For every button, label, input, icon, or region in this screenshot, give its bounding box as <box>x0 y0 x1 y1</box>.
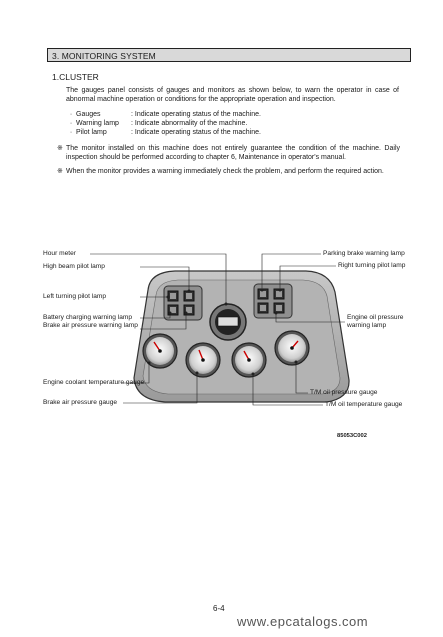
intro-paragraph: The gauges panel consists of gauges and monitors as shown below, to warn the operator in case of abnormal machine operation or conditions for the appropriate operation and inspection. <box>66 87 399 104</box>
label-engine-oil-2: warning lamp <box>347 322 387 329</box>
note-text: When the monitor provides a warning immediately check the problem, and perform the required action. <box>66 168 384 175</box>
note-mark-icon: ※ <box>57 168 63 175</box>
label-left-turning: Left turning pilot lamp <box>43 293 107 300</box>
gauge-tm-oil-pressure <box>275 331 309 365</box>
label-battery-charging: Battery charging warning lamp <box>43 314 133 321</box>
label-tm-oil-pressure: T/M oil pressure gauge <box>310 389 378 396</box>
item-term: Pilot lamp <box>76 129 107 137</box>
label-hour-meter: Hour meter <box>43 250 76 257</box>
right-lamp-box <box>254 284 292 318</box>
item-desc: : Indicate operating status of the machine. <box>131 111 261 118</box>
gauge-brake-air <box>186 343 220 377</box>
label-parking-brake: Parking brake warning lamp <box>323 250 405 257</box>
label-right-turning: Right turning pilot lamp <box>338 262 406 269</box>
watermark-text: www.epcatalogs.com <box>237 614 369 629</box>
label-engine-oil-1: Engine oil pressure <box>347 314 404 321</box>
note-text: The monitor installed on this machine does not entirely guarantee the condition of the machine. Daily inspection should be performed according to chapter 6, Maintenance in operator's manual. <box>66 145 400 162</box>
bullet: · <box>69 129 73 137</box>
note-mark-icon: ※ <box>57 145 63 152</box>
label-high-beam: High beam pilot lamp <box>43 263 105 270</box>
item-desc: : Indicate abnormality of the machine. <box>131 120 248 128</box>
hour-meter <box>210 304 246 340</box>
label-brake-air-gauge: Brake air pressure gauge <box>43 399 118 406</box>
item-term: Warning lamp <box>76 120 119 128</box>
subsection-title: 1.CLUSTER <box>52 72 99 82</box>
bullet: · <box>69 120 73 128</box>
page-number: 6-4 <box>213 604 225 613</box>
label-brake-air-warning: Brake air pressure warning lamp <box>43 322 138 329</box>
section-title: 3. MONITORING SYSTEM <box>47 48 411 62</box>
label-coolant-temp: Engine coolant temperature gauge <box>43 379 145 386</box>
item-term: Gauges <box>76 111 101 118</box>
figure-code: 85053C002 <box>337 433 367 439</box>
label-tm-oil-temp: T/M oil temperature gauge <box>325 401 403 408</box>
gauge-tm-oil-temp <box>232 343 266 377</box>
bullet: · <box>69 111 73 118</box>
item-desc: : Indicate operating status of the machine. <box>131 129 261 137</box>
